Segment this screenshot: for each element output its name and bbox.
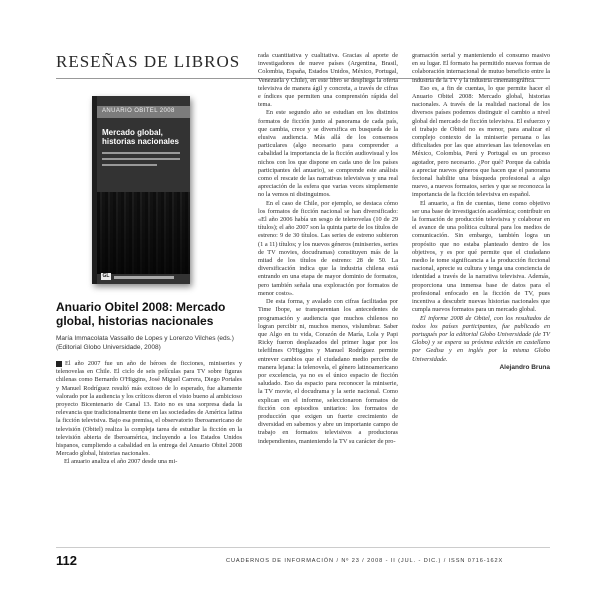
paragraph: gramación serial y manteniendo el consumo masivo en su lugar. El formato ha permitido nuevas formas de colaboración internacional de mutuo beneficio entre la industria de la TV y la industria cinematográfica. <box>412 52 550 84</box>
paragraph <box>56 360 242 458</box>
review-authors: María Immacolata Vassallo de Lopes y Lorenzo Vilches (eds.) (Editorial Globo Universidade, 2008) <box>56 335 234 351</box>
footer-rule <box>56 547 550 548</box>
page-number: 112 <box>56 553 77 568</box>
paragraph: El anuario, a fin de cuentas, tiene como objetivo ser una base de investigación académica; contribuir en la formación de producción televisiva y colaborar en el avance de una política cultural para los medios de comunicación. Sin embargo, también logra un propósito que no estaba planteado dentro de los objetivos, y es por qué permite que el ciudadano medio le tome significancia a la producción ficcional nacional, aprecie su cultura y tenga una conciencia de identidad a través de la narrativa televisiva. Además, proporciona una inmensa base de datos para el profesional enfocado en la ficción de TV, pues incentiva a descubrir nuevas historias nacionales que cumpla nuevos formatos para un mercado global. <box>412 199 550 314</box>
paragraph-text: El año 2007 fue un año de héroes de ficciones, miniseries y telenovelas en Chile. El ciclo de seis películas para TV sobre figuras chilenas como Bernardo O'Higgins, José Miguel Carrera, Diego Portales y Manuel Rodríguez resultó más exitoso de lo esperado, fue altamente valorado por la audiencia y los críticos dieron el visto bueno al ambicioso proyecto Bicentenario de Canal 13. Esto no es una sorpresa dada la relevancia que tradicionalmente tiene en las sociedades de América latina la ficción televisiva. Bajo esa premisa, el observatorio Iberoamericano de televisión (Obitel) realiza la compleja tarea de estudiar la ficción en la televisión abierta de Iberoamérica, incluyendo a los Estados Unidos hispanos, cumpliendo a cabalidad en la entrega del Anuario Obitel 2008 Mercado global, historias nacionales. <box>56 360 242 458</box>
paragraph: Eso es, a fin de cuentas, lo que permite hacer el Anuario Obitel 2008: Mercado global, historias nacionales. A través de la realidad nacional de los diversos países podemos distinguir el cambio a nivel global del mercado de ficción televisiva. El esfuerzo y el trabajo de Obitel no es menor, para analizar el complejo contexto de la miniserie peruana o las dificultades por las que atraviesan las telenovelas en México, Colombia, Perú y Portugal es un proceso agotador, pero necesario. ¿Por qué? Porque da cabida a apreciar nuevos géneros que hacen que el panorama fecional habilite una búsqueda profesional a algo nuevo, a nuevos formatos, series y que se reconozca la importancia de la ficción televisiva en español. <box>412 84 550 199</box>
book-cover-photo <box>97 192 190 274</box>
section-title: RESEÑAS DE LIBROS <box>56 52 241 71</box>
article-column-3 <box>412 52 550 538</box>
book-cover-image <box>92 96 190 284</box>
dropcap-square-icon <box>56 361 62 367</box>
article-column-2 <box>258 52 398 538</box>
article-column-1 <box>56 360 242 536</box>
paragraph: rada cuantitativa y cualitativa. Gracias al aporte de investigadores de nueve países (Argentina, Brasil, Colombia, España, Estados Unidos, México, Portugal, Venezuela y Chile), en este libro se despliega la oferta televisiva de manera ágil y concreta, a través de cifras e índices que permiten una comprensión rápida del tema. <box>258 52 398 109</box>
paragraph: En este segundo año se estudian en los distintos formatos de ficción junto al panorama de cada país, que cambia, crece y se diversifica en busqueda de la elusiva audiencia. Más allá de los consensos particulares (algo necesario para comprender a cabalidad la importancia de la ficción audiovisual y los nichos con los que dispone en cada uno de los países participantes del anuario), se comprende este análisis como el rescate de las narrativas televisivas y una real apreciación de la esfera que varias veces simplemente no la vemos ni distinguimos. <box>258 109 398 199</box>
book-cover-series: ANUARIO OBITEL 2008 <box>102 108 175 114</box>
book-cover-authors-graphic <box>102 152 180 170</box>
footer-citation: CUADERNOS DE INFORMACIÓN / Nº 23 / 2008 - II (JUL. - DIC.) / ISSN 0716-162X <box>226 558 504 564</box>
paragraph: El anuario analiza el año 2007 desde una mi- <box>64 458 178 466</box>
book-cover-title: Mercado global, historias nacionales <box>102 128 179 146</box>
book-cover-publisher-graphic <box>114 276 174 279</box>
paragraph: De esta forma, y avalado con cifras facilitadas por Time Ibope, se transparentan los antecedentes de programación y audiencia que muchos chilenos no logran percibir ni, muchos menos, vislumbrar. Saber que Algo en tu vida, Corazón de María, Lola y Papi Ricky fueron desplazados del primer lugar por los telefilmes O'Higgins y Manuel Rodríguez permite entrever cambios que el ciudadano medio percibe de manera lejana: la telenovela, el género latinoamericano por excelencia, ya no es el único espacio de ficción saludado. Eso da espacio para reconocer la miniserie, la TV movie, el docudrama y la serie nacional. Como explican en el informe, seleccionaron formatos de ficción con episodios unitarios: los formatos de producción que exigen un fuerte crecimiento de diversidad en sabemos y abre un importante campo de trabajo en formatos televisivos a productoras independientes, manteniendo la TV su carácter de pro- <box>258 298 398 445</box>
review-signature: Alejandro Bruna <box>499 363 550 371</box>
review-title: Anuario Obitel 2008: Mercado global, historias nacionales <box>56 300 226 328</box>
paragraph: El informe 2008 de Obitel, con los resultados de todos los países participantes, fue publicado en portugués por la editorial Globo Universidade (de TV Globo) y se espera su próxima edición en castellano por Gedisa y en inglés por la misma Globo Universidade. <box>412 314 550 363</box>
paragraph: En el caso de Chile, por ejemplo, se destaca cómo los formatos de ficción nacional se han diversificado: «El año 2006 había un sesgo de telenovelas (10 de 29 títulos); el año 2007 son la quinta parte de los títulos de estreno: 9 de 30 títulos. Las series de estreno subieron (1 a 11) títulos; y los nuevos géneros (miniseries, series de TV movies, docudramas) constituyen más de la mitad de los títulos de estreno: 28 de 50. La diversificación indica que la industria chilena está entrando en una etapa de mayor dominio de formatos, pero también señala una exploración por formatos de menor costo». <box>258 199 398 297</box>
publisher-logo-icon: GL <box>102 273 110 279</box>
